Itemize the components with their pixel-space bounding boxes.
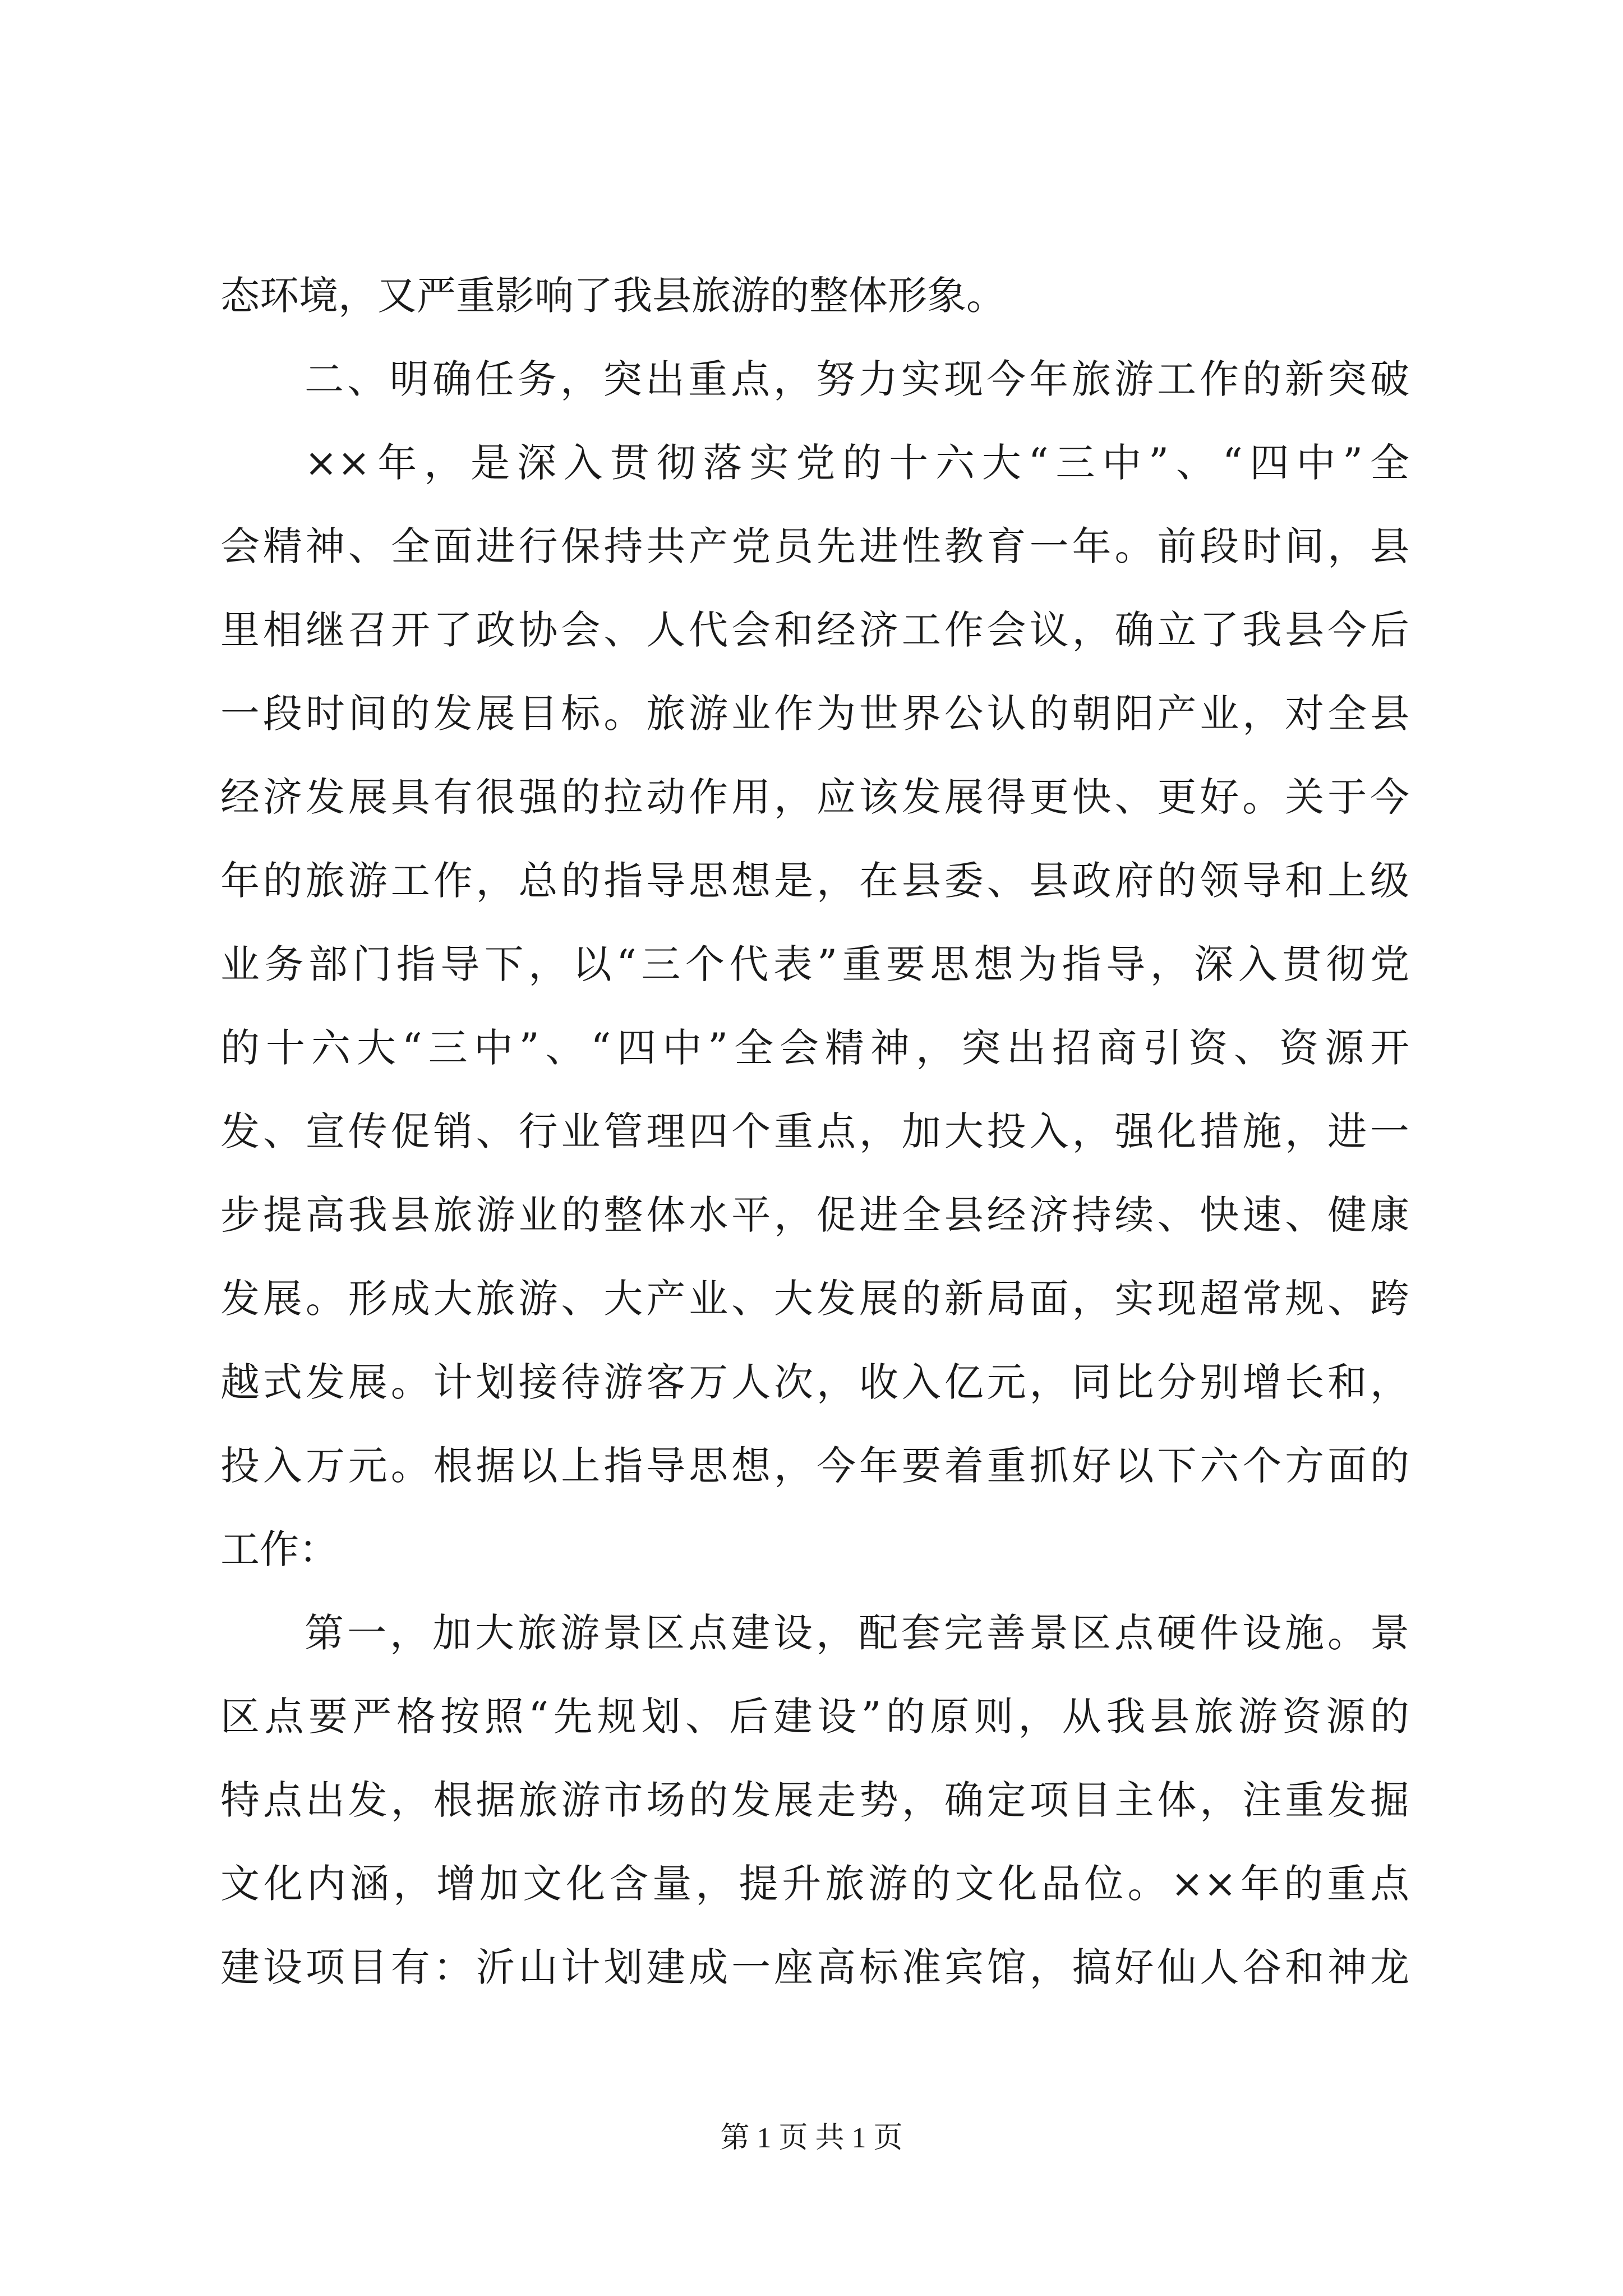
text-line: 工作： xyxy=(220,1526,338,1572)
text-line: 第一，加大旅游景区点建设，配套完善景区点硬件设施。景 xyxy=(305,1610,1409,1656)
text-line: 发展。形成大旅游、大产业、大发展的新局面，实现超常规、跨 xyxy=(220,1276,1409,1322)
text-line: 一段时间的发展目标。旅游业作为世界公认的朝阳产业，对全县 xyxy=(220,691,1409,737)
page-footer: 第 1 页 共 1 页 xyxy=(720,2122,903,2154)
body-text xyxy=(220,254,1409,2009)
text-line: 会精神、全面进行保持共产党员先进性教育一年。前段时间，县 xyxy=(220,523,1409,569)
text-line: 投入万元。根据以上指导思想，今年要着重抓好以下六个方面的 xyxy=(220,1443,1409,1489)
text-line: 步提高我县旅游业的整体水平，促进全县经济持续、快速、健康 xyxy=(220,1192,1409,1238)
text-line: 态环境，又严重影响了我县旅游的整体形象。 xyxy=(220,273,1006,319)
text-line: 区点要严格按照“先规划、后建设”的原则，从我县旅游资源的 xyxy=(220,1694,1409,1740)
text-line: 年的旅游工作，总的指导思想是，在县委、县政府的领导和上级 xyxy=(220,858,1409,904)
text-line: 越式发展。计划接待游客万人次，收入亿元，同比分别增长和， xyxy=(220,1359,1409,1405)
text-line: 经济发展具有很强的拉动作用，应该发展得更快、更好。关于今 xyxy=(220,774,1409,820)
text-line: ××年，是深入贯彻落实党的十六大“三中”、“四中”全 xyxy=(305,440,1409,486)
text-line: 建设项目有：沂山计划建成一座高标准宾馆，搞好仙人谷和神龙 xyxy=(220,1944,1409,1990)
text-line: 文化内涵，增加文化含量，提升旅游的文化品位。××年的重点 xyxy=(220,1861,1409,1907)
text-line: 特点出发，根据旅游市场的发展走势，确定项目主体，注重发掘 xyxy=(220,1777,1409,1823)
text-line: 发、宣传促销、行业管理四个重点，加大投入，强化措施，进一 xyxy=(220,1108,1409,1154)
text-line: 里相继召开了政协会、人代会和经济工作会议，确立了我县今后 xyxy=(220,607,1409,653)
text-line: 二、明确任务，突出重点，努力实现今年旅游工作的新突破 xyxy=(305,356,1409,402)
text-line: 的十六大“三中”、“四中”全会精神，突出招商引资、资源开 xyxy=(220,1025,1409,1071)
text-line: 业务部门指导下，以“三个代表”重要思想为指导，深入贯彻党 xyxy=(220,941,1409,987)
